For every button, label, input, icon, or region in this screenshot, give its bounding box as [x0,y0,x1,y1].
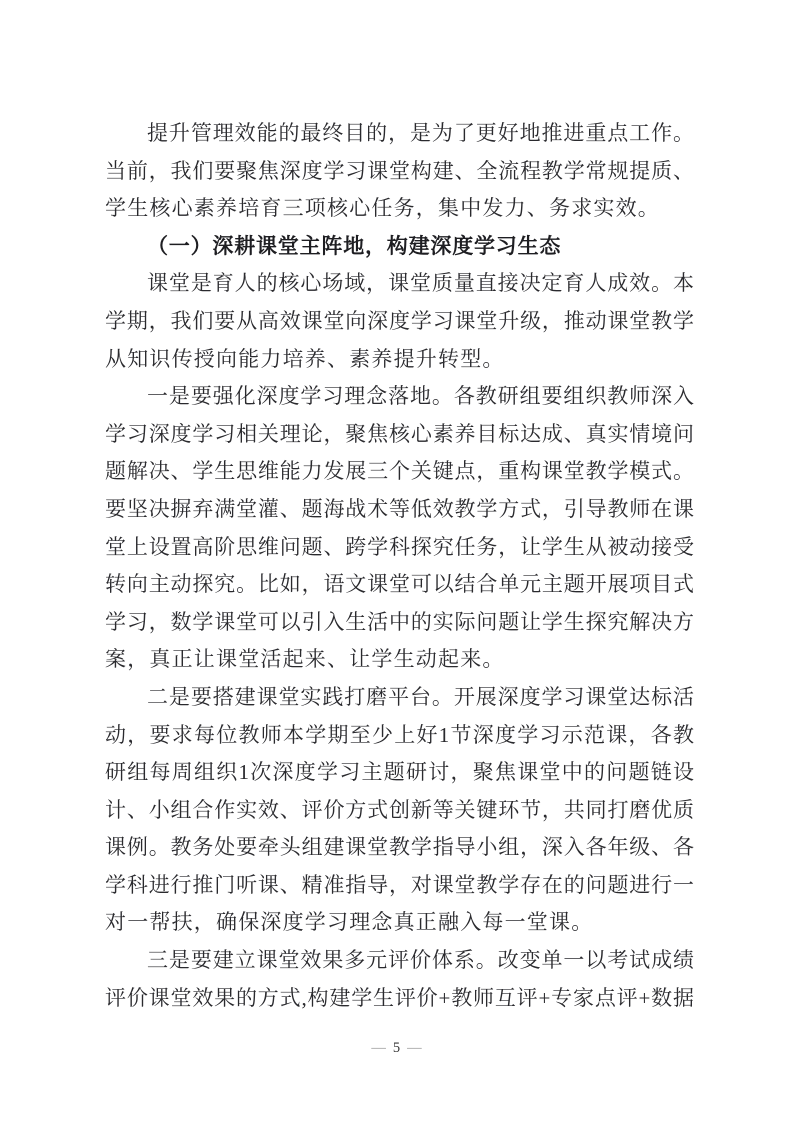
text-line: 动，要求每位教师本学期至少上好1节深度学习示范课，各教 [105,722,694,747]
text-line: 学习深度学习相关理论，聚焦核心素养目标达成、真实情境问 [105,421,694,446]
text-line: 学生核心素养培育三项核心任务，集中发力、务求实效。 [105,196,660,221]
text-line: 当前，我们要聚焦深度学习课堂构建、全流程教学常规提质、 [105,158,694,183]
text-line: 计、小组合作实效、评价方式创新等关键环节，共同打磨优质 [105,797,694,822]
text-line: 学期，我们要从高效课堂向深度学习课堂升级，推动课堂教学 [105,308,694,333]
section-heading: （一）深耕课堂主阵地，构建深度学习生态 [147,233,562,258]
text-line: 评价课堂效果的方式,构建学生评价+教师互评+专家点评+数据 [105,985,694,1010]
page-footer [0,1038,793,1058]
document-body [105,115,694,1017]
text-line: 要坚决摒弃满堂灌、题海战术等低效教学方式，引导教师在课 [105,496,694,521]
text-line: 对一帮扶，确保深度学习理念真正融入每一堂课。 [105,910,594,935]
text-line: 堂上设置高阶思维问题、跨学科探究任务，让学生从被动接受 [105,534,694,559]
text-line: 研组每周组织1次深度学习主题研讨，聚焦课堂中的问题链设 [105,760,694,785]
text-line: 转向主动探究。比如，语文课堂可以结合单元主题开展项目式 [105,572,694,597]
text-line: 二是要搭建课堂实践打磨平台。开展深度学习课堂达标活 [147,684,694,709]
text-line: 从知识传授向能力培养、素养提升转型。 [105,346,505,371]
text-line: 学习，数学课堂可以引入生活中的实际问题让学生探究解决方 [105,609,694,634]
text-line: 案，真正让课堂活起来、让学生动起来。 [105,647,505,672]
text-line: 学科进行推门听课、精准指导，对课堂教学存在的问题进行一 [105,872,694,897]
text-line: 提升管理效能的最终目的，是为了更好地推进重点工作。 [147,121,694,145]
footer-dash-right: — [407,1040,422,1056]
text-line: 一是要强化深度学习理念落地。各教研组要组织教师深入 [147,384,694,409]
text-line: 三是要建立课堂效果多元评价体系。改变单一以考试成绩 [147,948,694,973]
text-line: 课例。教务处要牵头组建课堂教学指导小组，深入各年级、各 [105,835,694,860]
footer-dash-left: — [371,1040,386,1056]
text-line: 题解决、学生思维能力发展三个关键点，重构课堂教学模式。 [105,459,694,484]
page-number: 5 [392,1040,401,1056]
text-line: 课堂是育人的核心场域，课堂质量直接决定育人成效。本 [147,271,694,296]
